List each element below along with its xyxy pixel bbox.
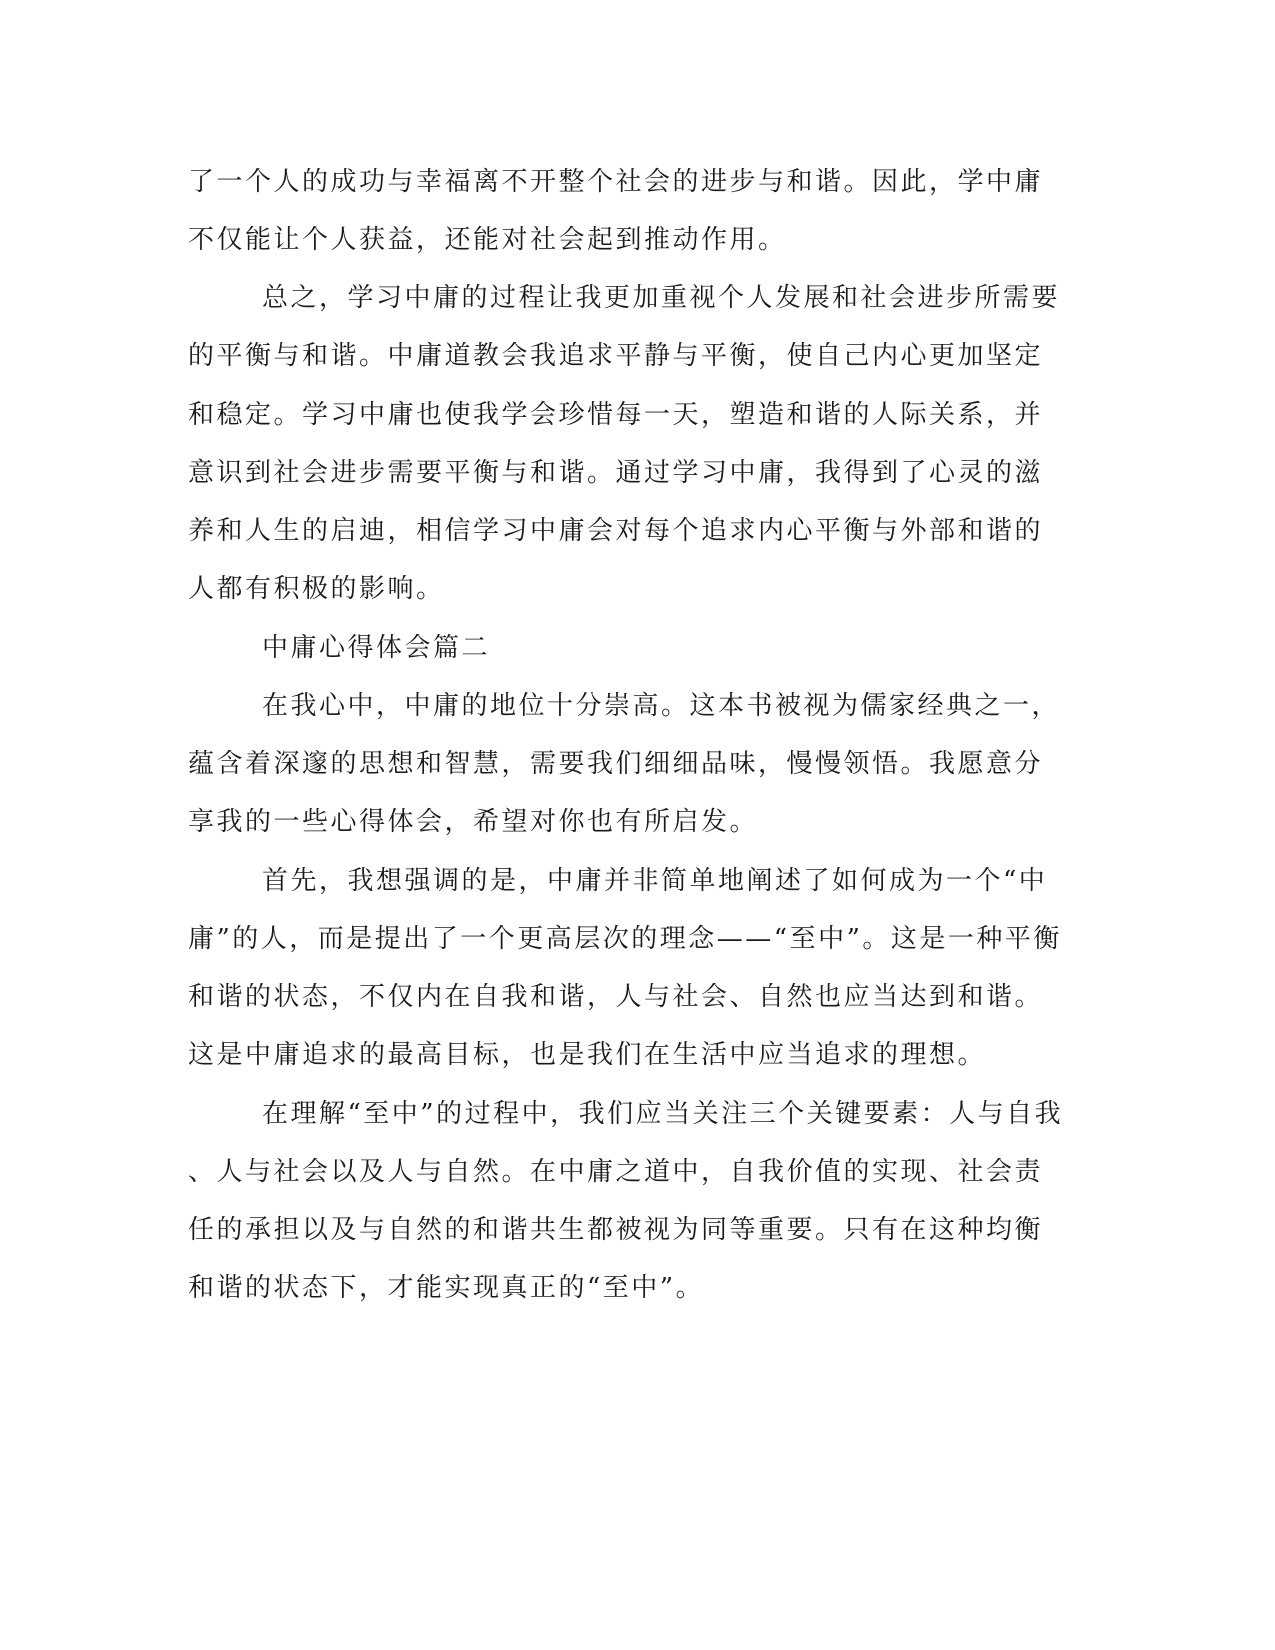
text-line: 享我的一些心得体会，希望对你也有所启发。 bbox=[188, 807, 759, 837]
text-line: 和稳定。学习中庸也使我学会珍惜每一天，塑造和谐的人际关系，并 bbox=[188, 400, 1044, 430]
paragraph-first-line: 总之，学习中庸的过程让我更加重视个人发展和社会进步所需要 bbox=[262, 283, 1061, 313]
text-line: 和谐的状态，不仅内在自我和谐，人与社会、自然也应当达到和谐。 bbox=[188, 982, 1044, 1012]
text-line: 不仅能让个人获益，还能对社会起到推动作用。 bbox=[188, 225, 787, 255]
paragraph-first-line: 在我心中，中庸的地位十分崇高。这本书被视为儒家经典之一， bbox=[262, 691, 1061, 721]
text-line: 意识到社会进步需要平衡与和谐。通过学习中庸，我得到了心灵的滋 bbox=[188, 458, 1044, 488]
text-line: 蕴含着深邃的思想和智慧，需要我们细细品味，慢慢领悟。我愿意分 bbox=[188, 749, 1044, 779]
text-line: 、人与社会以及人与自然。在中庸之道中，自我价值的实现、社会责 bbox=[188, 1157, 1044, 1187]
text-line: 的平衡与和谐。中庸道教会我追求平静与平衡，使自己内心更加坚定 bbox=[188, 341, 1044, 371]
paragraph-first-line: 在理解“至中”的过程中，我们应当关注三个关键要素：人与自我 bbox=[262, 1099, 1064, 1129]
text-line: 任的承担以及与自然的和谐共生都被视为同等重要。只有在这种均衡 bbox=[188, 1215, 1044, 1245]
text-line: 庸”的人，而是提出了一个更高层次的理念——“至中”。这是一种平衡 bbox=[188, 924, 1062, 954]
text-line: 这是中庸追求的最高目标，也是我们在生活中应当追求的理想。 bbox=[188, 1040, 987, 1070]
section-heading: 中庸心得体会篇二 bbox=[262, 633, 491, 663]
text-line: 人都有积极的影响。 bbox=[188, 574, 445, 604]
paragraph-first-line: 首先，我想强调的是，中庸并非简单地阐述了如何成为一个“中 bbox=[262, 866, 1048, 896]
text-line: 了一个人的成功与幸福离不开整个社会的进步与和谐。因此，学中庸 bbox=[188, 167, 1044, 197]
text-line: 和谐的状态下，才能实现真正的“至中”。 bbox=[188, 1273, 705, 1303]
text-line: 养和人生的启迪，相信学习中庸会对每个追求内心平衡与外部和谐的 bbox=[188, 516, 1044, 546]
